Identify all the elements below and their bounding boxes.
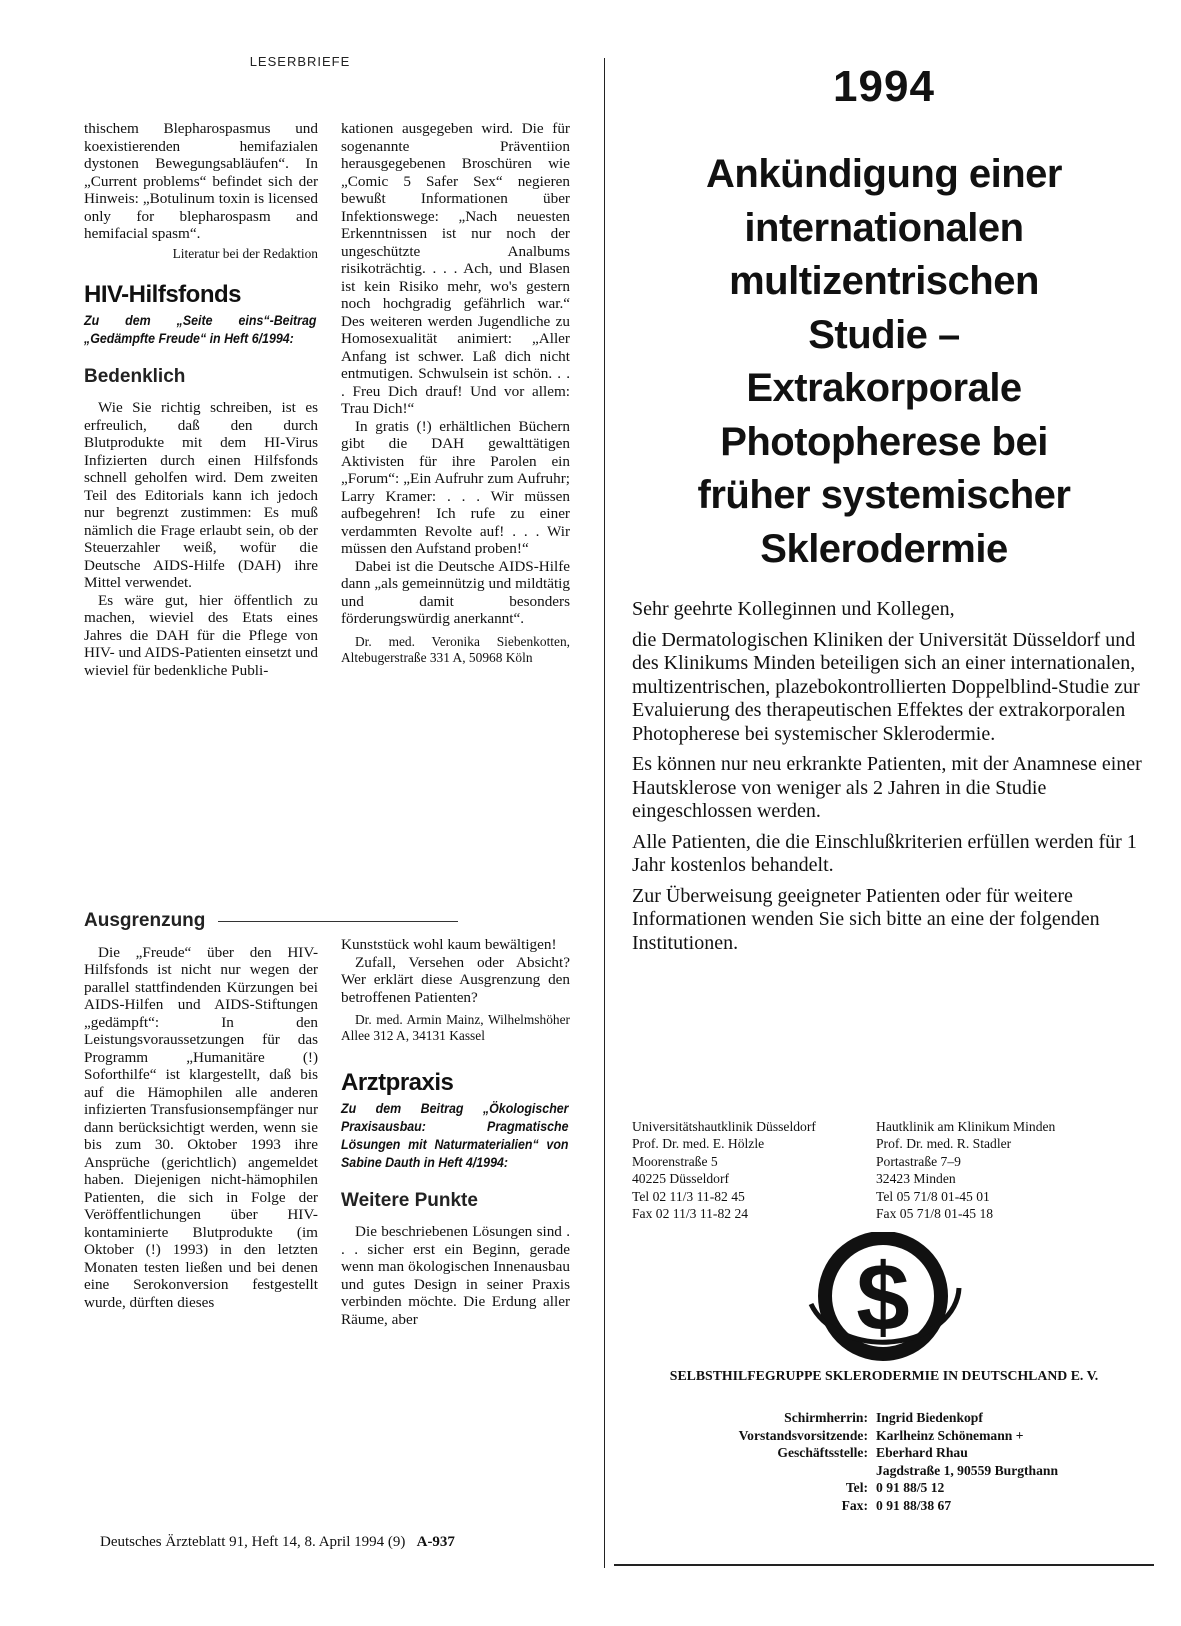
ad-title-line: früher systemischer [697, 473, 1071, 517]
contact-line: Hautklinik am Klinikum Minden [876, 1119, 1056, 1134]
col2b-paragraph-2: Zufall, Versehen oder Absicht? Wer erklärt diese Ausgrenzung den betroffenen Patienten? [341, 953, 570, 1006]
column-2-top [341, 120, 570, 666]
subheading-arztpraxis: Zu dem Beitrag „Ökologischer Praxisausbau: Pragmatische Lösungen mit Naturmaterialien“ von Sabine Dauth in Heft 4/1994: [341, 1100, 569, 1170]
ad-title-line: Studie – [808, 312, 960, 357]
role-key [614, 1462, 876, 1480]
contact-line: Tel 02 11/3 11-82 45 [632, 1188, 745, 1204]
ad-title-line: Ankündigung einer [706, 152, 1062, 196]
col2b-paragraph-1: Kunststück wohl kaum bewältigen! [341, 936, 557, 953]
ad-paragraph-2: Es können nur neu erkrankte Patienten, mit der Anamnese einer Hautsklerose von weniger als 2 Jahren in die Studie eingeschlossen werden. [632, 753, 1142, 822]
ad-title-line: internationalen [744, 205, 1024, 250]
letter-title-bedenklich: Bedenklich [84, 365, 186, 387]
subheading-hiv: Zu dem „Seite eins“-Beitrag „Gedämpfte Freude“ in Heft 6/1994: [84, 312, 317, 346]
literature-note: Literatur bei der Redaktion [172, 245, 318, 261]
footer-citation: Deutsches Ärzteblatt 91, Heft 14, 8. April 1994 (9) [100, 1534, 406, 1550]
role-value: 0 91 88/38 67 [876, 1497, 952, 1513]
contact-line: Fax 05 71/8 01-45 18 [876, 1206, 994, 1222]
role-value: Ingrid Biedenkopf [876, 1410, 983, 1425]
hiv-paragraph-1: Wie Sie richtig schreiben, ist es erfreulich, daß den durch Blutprodukte mit dem HI-Virus Infizierten durch einen Hilfsfonds schnell geholfen wird. Dem zweiten Teil des Editorials kann ich jedoch nur begrenzt zustimmen: Es muß nämlich die Frage erlaubt sein, ob der Steuerzahler weiß, wofür die Deutsche AIDS-Hilfe (DAH) ihre Mittel verwendet. [84, 399, 318, 591]
role-row [614, 1497, 1154, 1515]
role-row [614, 1409, 1154, 1427]
contact-line: Fax 02 11/3 11-82 24 [632, 1206, 749, 1222]
column-divider [604, 58, 605, 1568]
role-key: Fax: [841, 1497, 868, 1513]
col1-paragraph: thischem Blepharospasmus und koexistierenden hemifazialen dystonen Bewegungsabläufen“. In „Current problems“ befindet sich der Hinweis: „Botulinum toxin is licensed only for blepharospasm and hemifacial spasm“. [84, 120, 318, 242]
contact-line: Portastraße 7–9 [876, 1153, 961, 1169]
role-key: Geschäftsstelle: [777, 1445, 868, 1461]
signature-mainz: Dr. med. Armin Mainz, Wilhelmshöher Allee 312 A, 34131 Kassel [341, 1012, 570, 1043]
contact-line: Prof. Dr. med. E. Hölzle [632, 1136, 765, 1152]
roles-list [614, 1409, 1154, 1515]
letter-title-ausgrenzung: Ausgrenzung [84, 910, 206, 931]
letter-title-weitere-punkte: Weitere Punkte [341, 1189, 478, 1211]
ad-title-line: Extrakorporale [746, 366, 1022, 410]
hiv-paragraph-2: Es wäre gut, hier öffentlich zu machen, wieviel des Etats eines Jahres die DAH für die Pflege von HIV- und AIDS-Patienten einsetzt und wieviel für bedenkliche Publi- [84, 591, 318, 679]
role-row [614, 1462, 1154, 1480]
role-key: Tel: [845, 1480, 868, 1496]
contact-line: Tel 05 71/8 01-45 01 [876, 1188, 990, 1204]
ad-bottom-rule [614, 1564, 1154, 1566]
contact-minden [876, 1118, 1126, 1222]
page-number: A-937 [416, 1534, 455, 1550]
sklerodermie-logo-icon [793, 1232, 977, 1362]
contact-line: 32423 Minden [876, 1171, 956, 1187]
ad-title-line: multizentrischen [729, 259, 1039, 303]
organization-name: SELBSTHILFEGRUPPE SKLERODERMIE IN DEUTSCHLAND E. V. [669, 1368, 1099, 1383]
column-2-bottom [341, 936, 570, 1328]
role-value: Eberhard Rhau [876, 1445, 968, 1461]
signature-siebenkotten: Dr. med. Veronika Siebenkotten, Altebugerstraße 331 A, 50968 Köln [341, 633, 570, 665]
page-footer [100, 1534, 600, 1551]
ad-title [614, 148, 1154, 576]
col2-paragraph-1: kationen ausgegeben wird. Die für sogenannte Präventiion herausgegebenen Broschüren wie „Comic 5 Safer Sex“ negieren bewußt Informationen über Infektionswege: „Nach neuesten Erkenntnissen ist nur noch der ungeschützte Analbums risikoträchtig. . . . Ach, und Blasen ist kein Risiko mehr, wo's gestern noch hochgradig gefährlich war.“ Des weiteren werden Jugendliche zu Homosexualität animiert: „Aller Anfang ist schwer. Laß dich nicht entmutigen. Schwulsein ist schön. . . . Freu Dich drauf! Und vor allem: Trau Dich!“ [341, 120, 570, 417]
column-1 [84, 120, 318, 679]
section-label: LESERBRIEFE [249, 54, 351, 69]
ad-title-line: Sklerodermie [760, 526, 1008, 571]
role-row [614, 1427, 1154, 1445]
ad-paragraph-3: Alle Patienten, die die Einschlußkriterien erfüllen werden für 1 Jahr kostenlos behandelt. [632, 830, 1137, 876]
col2-paragraph-2: In gratis (!) erhältlichen Büchern gibt die DAH gewalttätigen Aktivisten für ihre Parolen ein „Forum“: „Ein Aufruhr zum Aufruhr; Larry Kramer: . . . Wir müssen aufbegehren! Ich rufe zu einer verdammten Revolte auf! . . . Wir müssen den Aufstand proben!“ [341, 417, 570, 557]
ad-paragraph-4: Zur Überweisung geeigneter Patienten oder für weitere Informationen wenden Sie sich bitte an eine der folgenden Institutionen. [632, 884, 1100, 954]
contact-line: Moorenstraße 5 [632, 1153, 718, 1169]
ad-year: 1994 [833, 62, 935, 111]
role-value: Jagdstraße 1, 90559 Burgthann [876, 1462, 1059, 1478]
ausgrenzung-paragraph: Die „Freude“ über den HIV-Hilfsfonds ist nicht nur wegen der parallel stattfindenden Kürzungen bei AIDS-Hilfen und AIDS-Stiftungen „gedämpft“: In den Leistungsvoraussetzungen für das Programm „Humanitäre (!) Soforthilfe“ ist klargestellt, daß bis auf die Hämophilen alle anderen infizierten Transfusionsempfänger nur dann berücksichtigt werden, wenn sie bis zum 30. Oktober 1993 ihre Ansprüche (gerichtlich) angemeldet haben. Diejenigen nicht-hämophilen Patienten, die sich in Folge der Veröffentlichungen über HIV-kontaminierte Blutprodukte (im Oktober (!) 1993) in den letzten Monaten testen ließen und bei denen eine Serokonversion festgestellt wurde, dürften dieses [84, 943, 318, 1311]
heading-hiv-hilfsfonds: HIV-Hilfsfonds [84, 281, 242, 308]
logo-glyph: $ [856, 1244, 910, 1351]
contact-line: Prof. Dr. med. R. Stadler [876, 1136, 1012, 1152]
role-row [614, 1479, 1154, 1497]
ad-paragraph-1: die Dermatologischen Kliniken der Universität Düsseldorf und des Klinikums Minden beteiligen sich an einer internationalen, multizentrischen, plazebokontrollierten Doppelblind-Studie zur Evaluierung des therapeutischen Effektes der extrakorporalen Photopherese bei systemischer Sklerodermie. [632, 628, 1140, 745]
ad-salutation: Sehr geehrte Kolleginnen und Kollegen, [632, 598, 955, 620]
contact-line: 40225 Düsseldorf [632, 1171, 730, 1187]
role-key: Vorstandsvorsitzende: [738, 1427, 868, 1443]
ad-title-line: Photopherese bei [720, 419, 1048, 464]
role-row [614, 1444, 1154, 1462]
column-1-bottom [84, 912, 318, 1311]
ad-body [632, 598, 1147, 962]
heading-arztpraxis: Arztpraxis [341, 1069, 454, 1096]
role-value: 0 91 88/5 12 [876, 1480, 945, 1496]
col2-paragraph-3: Dabei ist die Deutsche AIDS-Hilfe dann „als gemeinnützig und mildtätig und damit besonders förderungswürdig anerkannt“. [341, 557, 570, 627]
contact-duesseldorf [632, 1118, 882, 1222]
contact-line: Universitätshautklinik Düsseldorf [632, 1119, 816, 1134]
role-key: Schirmherrin: [784, 1410, 868, 1425]
role-value: Karlheinz Schönemann + [876, 1427, 1024, 1443]
arztpraxis-paragraph: Die beschriebenen Lösungen sind . . . sicher erst ein Beginn, gerade wenn man ökologischen Innenausbau und gutes Design in seiner Praxis verbinden möchte. Die Erdung aller Räume, aber [341, 1223, 570, 1328]
